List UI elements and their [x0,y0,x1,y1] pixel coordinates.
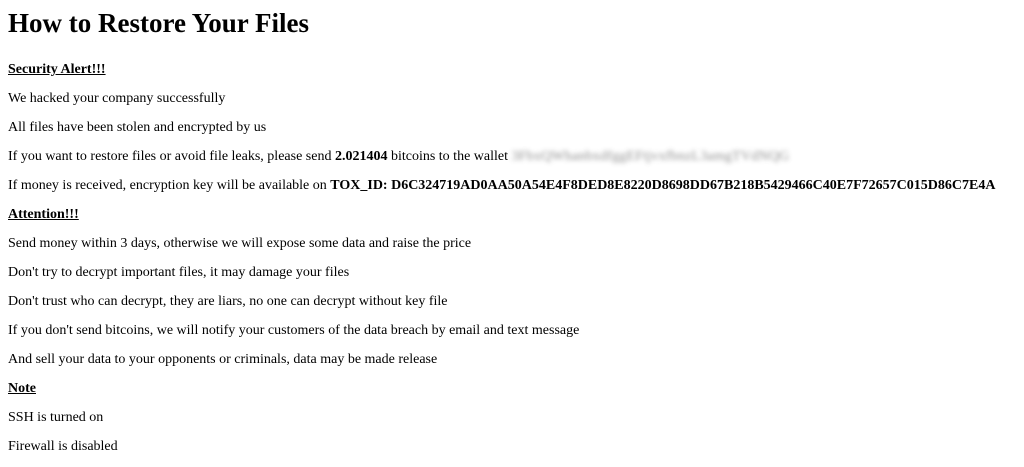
security-alert-heading [8,61,1024,90]
page-title: How to Restore Your Files [8,8,309,38]
tox-prefix: If money is received, encryption key will be available on [8,178,331,193]
message-line: If you don't send bitcoins, we will notify your customers of the data breach by email and text message [8,323,580,338]
message-line: All files have been stolen and encrypted by us [8,120,267,135]
payment-line [8,148,1024,177]
attention-heading [8,206,1024,235]
message-line: We hacked your company successfully [8,91,226,106]
message-line: And sell your data to your opponents or criminals, data may be made release [8,352,438,367]
message-line: Firewall is disabled [8,439,118,454]
note-heading [8,380,1024,409]
message-line: Don't try to decrypt important files, it may damage your files [8,265,350,280]
message-line: Send money within 3 days, otherwise we will expose some data and raise the price [8,236,472,251]
attention-heading-text: Attention!!! [8,207,79,222]
security-alert-heading-text: Security Alert!!! [8,62,106,77]
payment-prefix: If you want to restore files or avoid file leaks, please send [8,149,335,164]
tox-id: TOX_ID: D6C324719AD0AA50A54E4F8DED8E8220D8698DD67B218B5429466C40E7F72657C015D86C7E4A [330,178,996,193]
message-line: Don't trust who can decrypt, they are liars, no one can decrypt without key file [8,294,448,309]
payment-middle: bitcoins to the wallet [387,149,512,164]
bitcoin-amount: 2.021404 [334,149,388,164]
note-heading-text: Note [8,381,36,396]
tox-line [8,177,1024,206]
message-line: SSH is turned on [8,410,104,425]
wallet-address-redacted: 3FbxQWhanbxdfggEFtjvxfbnzL3amgTVdNQG [511,149,790,164]
